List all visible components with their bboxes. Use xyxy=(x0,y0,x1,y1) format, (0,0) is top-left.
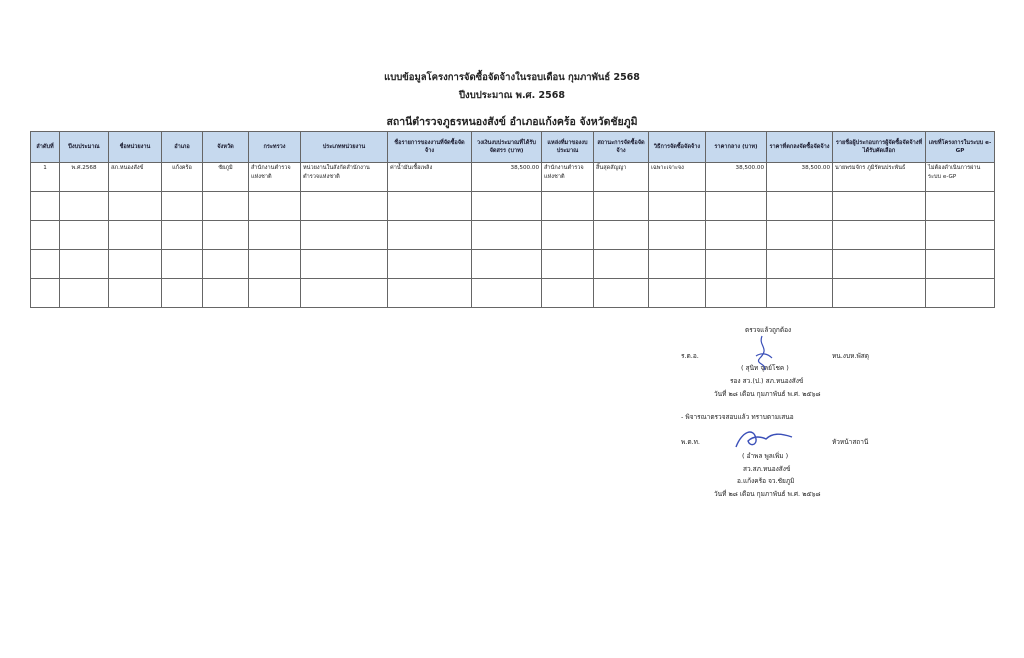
document-title: แบบข้อมูลโครงการจัดซื้อจัดจ้างในรอบเดือน กุมภาพันธ์ 2568 xyxy=(384,72,640,83)
table-cell xyxy=(60,250,109,279)
table-cell xyxy=(594,250,649,279)
table-cell: 1 xyxy=(31,163,60,192)
table-cell xyxy=(203,250,249,279)
column-header: กระทรวง xyxy=(249,132,301,163)
column-header: ปีงบประมาณ xyxy=(60,132,109,163)
table-cell xyxy=(60,221,109,250)
table-cell xyxy=(706,279,767,308)
table-cell xyxy=(472,221,542,250)
signer-name-1: ( สุนิท จุลย์โชค ) xyxy=(741,364,789,372)
column-header: สถานะการจัดซื้อจัดจ้าง xyxy=(594,132,649,163)
table-cell: ชัยภูมิ xyxy=(203,163,249,192)
table-cell xyxy=(203,221,249,250)
table-cell xyxy=(31,192,60,221)
signer-position-1: รอง สว.(ป.) สภ.หนองสังข์ xyxy=(730,377,804,385)
table-cell xyxy=(649,221,706,250)
table-cell: หน่วยงานในสังกัดสำนักงานตำรวจแห่งชาติ xyxy=(301,163,388,192)
table-cell xyxy=(649,279,706,308)
table-cell xyxy=(203,192,249,221)
signed-date-2: วันที่ ๒๘ เดือน กุมภาพันธ์ พ.ศ. ๒๕๖๘ xyxy=(714,490,821,498)
signer-rank-2: พ.ต.ท. xyxy=(681,438,700,446)
table-cell xyxy=(162,221,203,250)
table-cell xyxy=(388,221,472,250)
table-cell xyxy=(542,221,594,250)
table-cell xyxy=(472,250,542,279)
signer-title-2: หัวหน้าสถานี xyxy=(832,438,869,446)
procurement-table xyxy=(30,131,995,308)
table-cell xyxy=(833,192,926,221)
table-row xyxy=(31,279,995,308)
table-cell xyxy=(162,250,203,279)
table-cell xyxy=(301,250,388,279)
table-body xyxy=(31,163,995,308)
signer-name-2: ( อำพล พูลเพิ่ม ) xyxy=(742,452,789,460)
table-cell xyxy=(542,279,594,308)
column-header: วิธีการจัดซื้อจัดจ้าง xyxy=(649,132,706,163)
table-row xyxy=(31,221,995,250)
table-cell xyxy=(31,279,60,308)
table-cell xyxy=(249,221,301,250)
signer-position-2: สว.สภ.หนองสังข์ xyxy=(743,465,791,473)
table-cell xyxy=(109,279,162,308)
fiscal-year-title: ปีงบประมาณ พ.ศ. 2568 xyxy=(459,90,565,101)
table-cell xyxy=(472,192,542,221)
table-cell: สิ้นสุดสัญญา xyxy=(594,163,649,192)
signer-title-1: หน.งบห.พัสดุ xyxy=(832,352,869,360)
signature-scribble-2 xyxy=(732,425,796,451)
column-header: ประเภทหน่วยงาน xyxy=(301,132,388,163)
table-cell xyxy=(926,221,995,250)
column-header: ลำดับที่ xyxy=(31,132,60,163)
column-header: เลขที่โครงการในระบบ e-GP xyxy=(926,132,995,163)
table-cell xyxy=(109,192,162,221)
table-cell xyxy=(706,221,767,250)
table-cell: นายพรมจักร ภูมิรัตนประพันธ์ xyxy=(833,163,926,192)
table-cell xyxy=(388,250,472,279)
checked-label: ตรวจแล้วถูกต้อง xyxy=(745,326,792,334)
table-cell xyxy=(542,250,594,279)
table-cell xyxy=(706,250,767,279)
table-cell xyxy=(301,192,388,221)
table-cell: สภ.หนองสังข์ xyxy=(109,163,162,192)
table-cell xyxy=(249,192,301,221)
table-cell: 38,500.00 xyxy=(767,163,833,192)
column-header: ราคาที่ตกลงจัดซื้อจัดจ้าง xyxy=(767,132,833,163)
table-cell: แก้งคร้อ xyxy=(162,163,203,192)
table-cell xyxy=(594,279,649,308)
table-cell xyxy=(767,250,833,279)
table-cell xyxy=(60,279,109,308)
column-header: รายชื่อผู้ประกอบการผู้จัดซื้อจัดจ้างที่ได้รับคัดเลือก xyxy=(833,132,926,163)
table-cell xyxy=(649,250,706,279)
table-header-row xyxy=(31,132,995,163)
table-cell: สำนักงานตำรวจแห่งชาติ xyxy=(542,163,594,192)
table-cell xyxy=(60,192,109,221)
table-cell: 38,500.00 xyxy=(472,163,542,192)
signer-rank-1: ร.ต.อ. xyxy=(681,352,699,360)
table-cell: พ.ศ.2568 xyxy=(60,163,109,192)
column-header: วงเงินงบประมาณที่ได้รับจัดสรร (บาท) xyxy=(472,132,542,163)
table-cell xyxy=(594,192,649,221)
table-cell xyxy=(594,221,649,250)
table-cell: 38,500.00 xyxy=(706,163,767,192)
table-cell xyxy=(649,192,706,221)
table-cell xyxy=(388,192,472,221)
table-cell xyxy=(388,279,472,308)
column-header: อำเภอ xyxy=(162,132,203,163)
table-cell xyxy=(767,221,833,250)
table-cell: สำนักงานตำรวจแห่งชาติ xyxy=(249,163,301,192)
table-cell xyxy=(926,279,995,308)
table-cell xyxy=(542,192,594,221)
column-header: ชื่อรายการของงานที่จัดซื้อจัดจ้าง xyxy=(388,132,472,163)
table-cell xyxy=(706,192,767,221)
column-header: ชื่อหน่วยงาน xyxy=(109,132,162,163)
table-cell xyxy=(301,279,388,308)
table-cell xyxy=(767,279,833,308)
table-cell xyxy=(472,279,542,308)
table-cell xyxy=(249,250,301,279)
table-cell xyxy=(31,250,60,279)
table-cell xyxy=(926,250,995,279)
table-cell xyxy=(203,279,249,308)
table-cell xyxy=(109,250,162,279)
table-cell xyxy=(162,279,203,308)
table-row xyxy=(31,163,995,192)
table-cell xyxy=(301,221,388,250)
column-header: แหล่งที่มาของงบประมาณ xyxy=(542,132,594,163)
table-cell xyxy=(833,250,926,279)
table-cell xyxy=(249,279,301,308)
table-cell xyxy=(767,192,833,221)
column-header: ราคากลาง (บาท) xyxy=(706,132,767,163)
signer-location-2: อ.แก้งคร้อ จว.ชัยภูมิ xyxy=(737,477,795,485)
table-cell: ค่าน้ำมันเชื้อเพลิง xyxy=(388,163,472,192)
table-cell xyxy=(31,221,60,250)
table-cell xyxy=(109,221,162,250)
table-cell xyxy=(833,279,926,308)
table-row xyxy=(31,192,995,221)
table-cell xyxy=(162,192,203,221)
table-row xyxy=(31,250,995,279)
review-note: - พิจารณาตรวจสอบแล้ว ทราบตามเสนอ xyxy=(681,413,794,421)
table-cell xyxy=(926,192,995,221)
signed-date-1: วันที่ ๒๘ เดือน กุมภาพันธ์ พ.ศ. ๒๕๖๘ xyxy=(714,390,821,398)
table-cell: ไม่ต้องดำเนินการผ่านระบบ e-GP xyxy=(926,163,995,192)
column-header: จังหวัด xyxy=(203,132,249,163)
table-cell xyxy=(833,221,926,250)
table-cell: เฉพาะเจาะจง xyxy=(649,163,706,192)
station-title: สถานีตำรวจภูธรหนองสังข์ อำเภอแก้งคร้อ จังหวัดชัยภูมิ xyxy=(386,116,638,128)
